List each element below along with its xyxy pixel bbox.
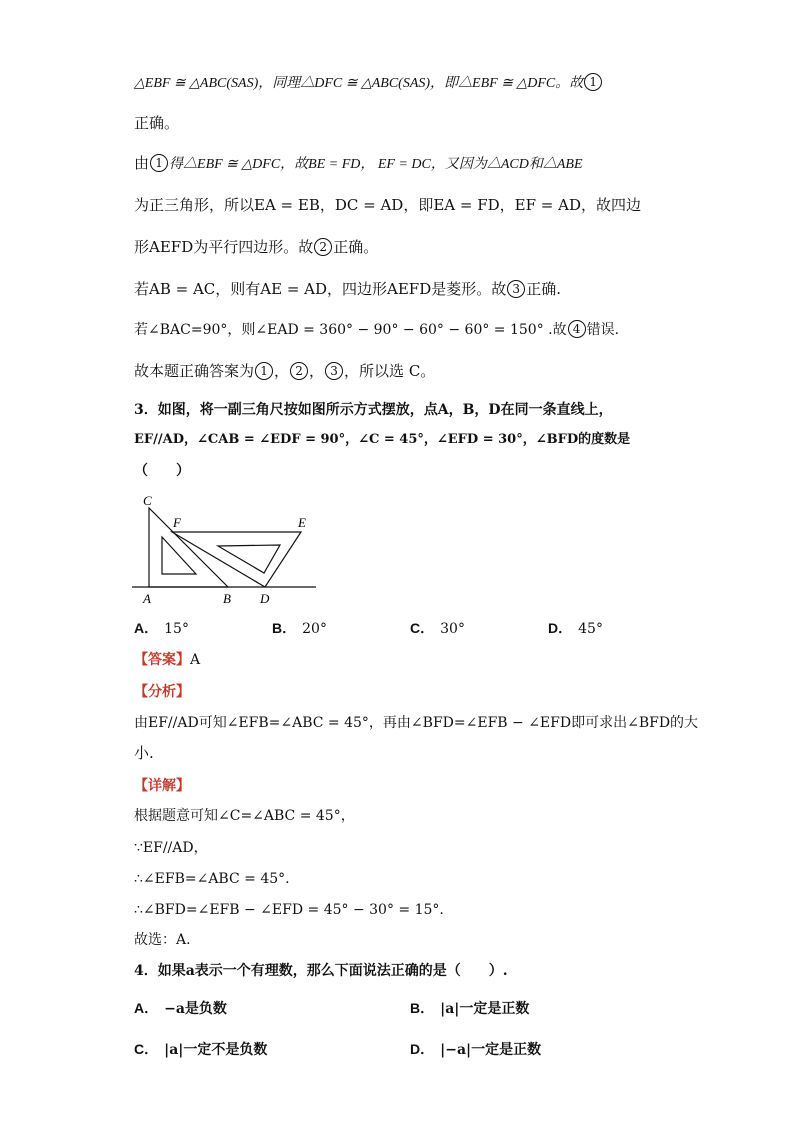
label-f: F — [173, 515, 181, 530]
q3-stem-3: （ ） — [134, 463, 190, 479]
triangle-fed-inner — [218, 545, 280, 573]
q3-analysis-2: 小. — [134, 744, 154, 762]
circled-number: 4 — [568, 320, 586, 338]
label-d: D — [260, 591, 270, 606]
label-a: A — [143, 591, 151, 606]
q4-option-d[interactable]: D． |−a|一定是正数 — [410, 1041, 542, 1058]
solution-line-3: 由 1 得△EBF ≅ △DFC，故BE = FD， EF = DC，又因为△ACD和△ABE — [134, 154, 583, 172]
q3-stem-2: EF//AD，∠CAB = ∠EDF = 90°，∠C = 45°，∠EFD = 30°，∠BFD的度数是 — [134, 432, 631, 447]
circled-number: 1 — [584, 73, 602, 91]
q3-option-a[interactable]: A． 15° — [134, 620, 189, 637]
triangle-fed — [172, 532, 301, 587]
q3-detail-3: ∴∠EFB=∠ABC = 45°. — [134, 871, 290, 887]
q4-option-a[interactable]: A． −a是负数 — [134, 1000, 227, 1017]
circled-number: 2 — [290, 362, 308, 380]
q3-figure — [130, 490, 330, 608]
q3-detail-tag: 【详解】 — [134, 778, 190, 794]
label-c: C — [143, 493, 152, 508]
label-e: E — [298, 515, 306, 530]
q3-detail-1: 根据题意可知∠C=∠ABC = 45°， — [134, 808, 355, 824]
q3-stem-1: 3．如图，将一副三角尺按如图所示方式摆放，点A，B，D在同一条直线上， — [134, 402, 613, 418]
q3-analysis-1: 由EF//AD可知∠EFB=∠ABC = 45°，再由∠BFD=∠EFB − ∠EFD即可求出∠BFD的大 — [134, 715, 699, 731]
q4-option-b[interactable]: B． |a|一定是正数 — [410, 1000, 530, 1017]
solution-line-2: 正确。 — [134, 114, 180, 132]
circled-number: 2 — [314, 238, 332, 256]
solution-line-1: △EBF ≅ △ABC(SAS)，同理△DFC ≅ △ABC(SAS)，即△EBF ≅ △DFC。故 1 — [134, 72, 603, 94]
q3-detail-2: ∵EF//AD， — [134, 840, 208, 856]
q4-option-c[interactable]: C． |a|一定不是负数 — [134, 1041, 268, 1058]
circled-number: 3 — [325, 362, 343, 380]
triangle-cab — [149, 508, 228, 587]
solution-line-8: 故本题正确答案为 1 ， 2 ， 3 ，所以选 C。 — [134, 362, 436, 380]
q3-answer: 【答案】A — [134, 652, 201, 668]
solution-line-4: 为正三角形，所以EA = EB，DC = AD，即EA = FD，EF = AD，故四边 — [134, 196, 641, 214]
q3-detail-5: 故选：A. — [134, 932, 191, 948]
q3-option-d[interactable]: D． 45° — [548, 620, 603, 637]
solution-line-5: 形AEFD为平行四边形。故 2 正确。 — [134, 238, 379, 256]
q4-stem: 4．如果a表示一个有理数，那么下面说法正确的是（ ）. — [134, 963, 508, 979]
q3-detail-4: ∴∠BFD=∠EFB − ∠EFD = 45° − 30° = 15°. — [134, 902, 444, 918]
circled-number: 1 — [255, 362, 273, 380]
q3-option-c[interactable]: C． 30° — [410, 620, 465, 637]
label-b: B — [223, 591, 231, 606]
circled-number: 1 — [150, 154, 168, 172]
solution-line-6: 若AB = AC，则有AE = AD，四边形AEFD是菱形。故 3 正确. — [134, 280, 562, 298]
q3-option-b[interactable]: B． 20° — [272, 620, 327, 637]
answer-tag: 【答案】 — [134, 652, 190, 668]
solution-line-7: 若∠BAC=90°，则∠EAD = 360° − 90° − 60° − 60° = 150° .故 4 错误. — [134, 322, 620, 338]
circled-number: 3 — [507, 280, 525, 298]
q3-analysis-tag: 【分析】 — [134, 684, 190, 700]
